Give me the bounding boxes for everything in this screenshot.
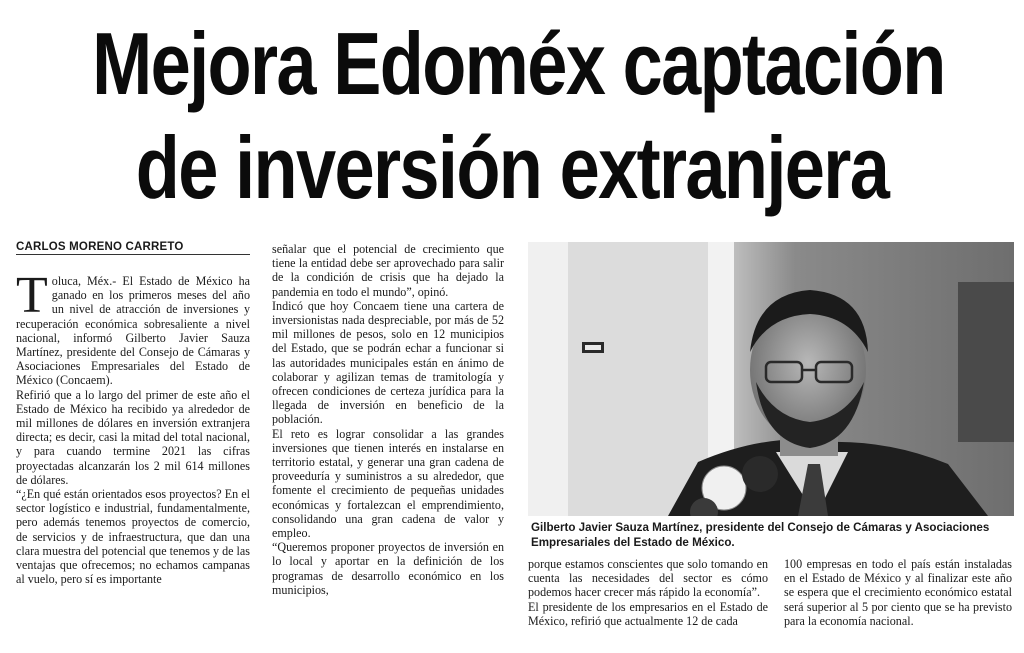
article-paragraph: “Queremos proponer proyectos de inversión en lo local y aportar en la definición de los programas de desarrollo económico en los municipios, [272,540,504,597]
article-paragraph: Refirió que a lo largo del primer de este año el Estado de México ha recibido ya alrededor de mil millones de dólares en inversión extranjera directa; es decir, casi la mitad del total nacional, y para cuando termine 2021 las cifras proyectadas alcanzarán los 2 mil 614 millones de dólares. [16,387,250,487]
article-paragraph: El reto es lograr consolidar a las grandes inversiones que tienen interés en instalarse en territorio estatal, y generar una gran cadena de proveeduría y suministros a su alrededor, que fomente el crecimiento de pequeñas unidades económicas y fortalezcan el emprendimiento, consolidando una gran cadena de valor y empleo. [272,426,504,541]
article-paragraph: Indicó que hoy Concaem tiene una cartera de inversionistas nada despreciable, por más de 52 mil millones de pesos, solo en 12 municipios del Estado, que se podrán echar a funcionar si las autoridades municipales están en ánimo de colaborar y agilizan temas de tramitología y ofrecen condiciones de certeza jurídica para la llegada de inversión en beneficio de la población. [272,298,504,427]
portrait-photo [528,242,1014,516]
article-paragraph: “¿En qué están orientados esos proyectos? En el sector logístico e industrial, fundamentalmente, pero además tenemos proyectos de comercio, de servicios y de infraestructura, que dan una clara muestra del potencial que tenemos y de las ventajas que ofrecemos; no echamos campanas al vuelo, pero sí es importante [16,487,250,587]
photo-caption: Gilberto Javier Sauza Martínez, presidente del Consejo de Cámaras y Asociaciones Empresariales del Estado de México. [531,521,990,549]
article-paragraph: señalar que el potencial de crecimiento que tiene la entidad debe ser aprovechado para salir de la condición de crisis que ha dejado la pandemia en todo el mundo”, opinó. [272,242,504,299]
paragraph-text: oluca, Méx.- El Estado de México ha ganado en los primeros meses del año un nivel de atracción de inversiones y recuperación económica sobresaliente a nivel nacional, informó Gilberto Javier Sauza Martínez, presidente del Consejo de Cámaras y Asociaciones Empresariales del Estado de México (Concaem). [16,274,250,388]
article-column-3 [528,557,768,628]
article-column-4 [784,557,1012,628]
article-paragraph: 100 empresas en todo el país están instaladas en el Estado de México y al finalizar este año se espera que el crecimiento económico estatal será superior al 5 por ciento que se ha previsto para la economía nacional. [784,557,1012,628]
article-paragraph: El presidente de los empresarios en el Estado de México, refirió que actualmente 12 de cada [528,599,768,628]
article-paragraph [16,267,250,388]
article-paragraph: porque estamos conscientes que solo tomando en cuenta las necesidades del sector es cómo podemos hacer crecer más rápido la economía”. [528,557,768,600]
article-column-1 [16,267,250,587]
headline-line-1: Mejora Edoméx captación [92,14,945,113]
drop-cap: T [16,267,48,324]
headline-line-2: de inversión extranjera [135,118,889,217]
article-column-2 [272,242,504,597]
byline: CARLOS MORENO CARRETO [16,241,250,255]
